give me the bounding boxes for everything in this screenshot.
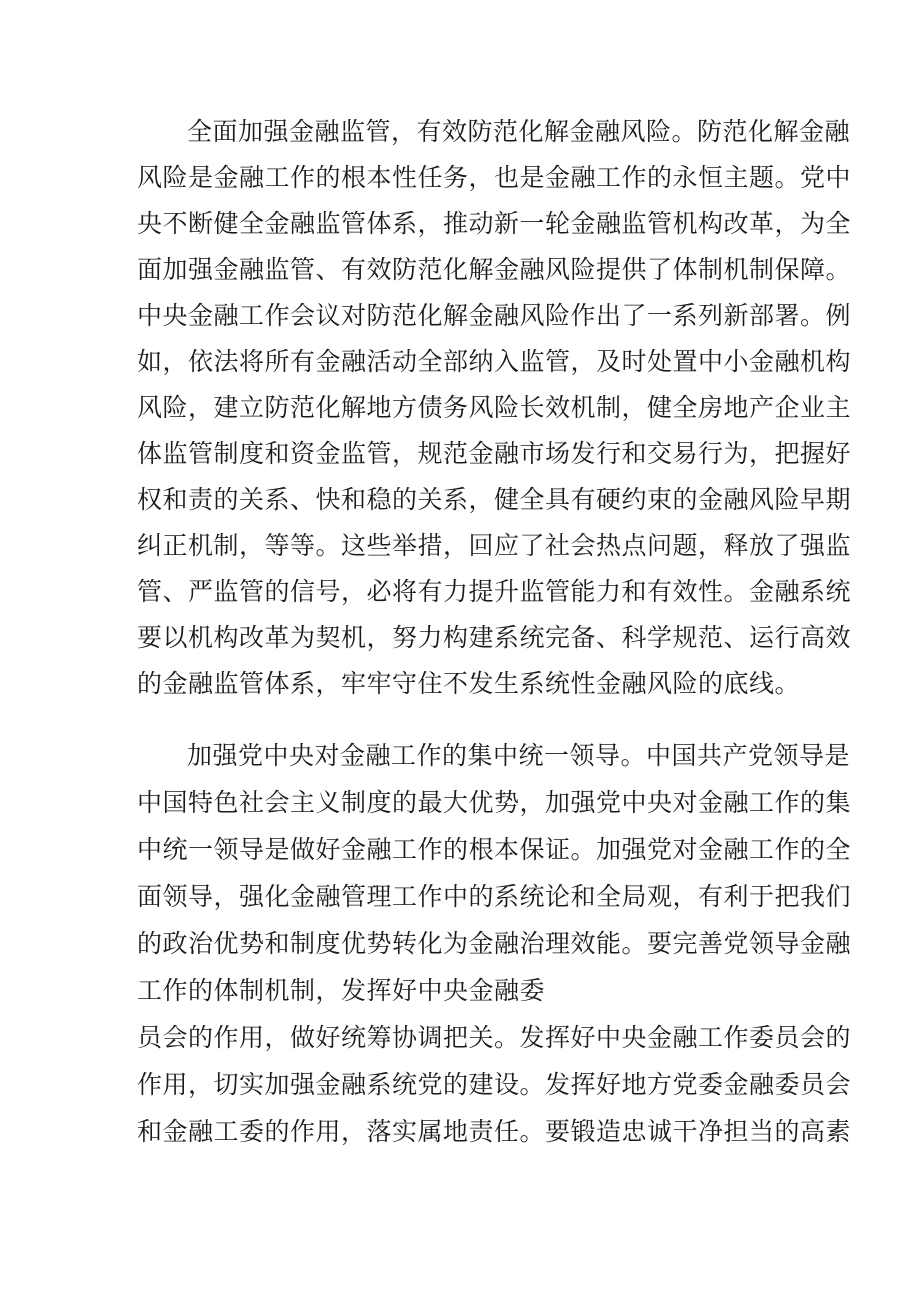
paragraph-2-line-2: 中国特色社会主义制度的最大优势，加强党中央对金融工作的集 (137, 788, 852, 817)
paragraph-2-line-3: 中统一领导是做好金融工作的根本保证。加强党对金融工作的全 (137, 835, 852, 864)
paragraph-1-line-5: 中央金融工作会议对防范化解金融风险作出了一系列新部署。例 (137, 301, 852, 330)
paragraph-1-line-2: 风险是金融工作的根本性任务，也是金融工作的永恒主题。党中 (137, 163, 852, 192)
paragraph-1-line-4: 面加强金融监管、有效防范化解金融风险提供了体制机制保障。 (137, 255, 852, 284)
paragraph-1-line-3: 央不断健全金融监管体系，推动新一轮金融监管机构改革，为全 (137, 209, 852, 238)
paragraph-1-line-8: 体监管制度和资金监管，规范金融市场发行和交易行为，把握好 (137, 439, 852, 468)
paragraph-3-line-1: 员会的作用，做好统筹协调把关。发挥好中央金融工作委员会的 (137, 1023, 852, 1052)
paragraph-2-line-4: 面领导，强化金融管理工作中的系统论和全局观，有利于把我们 (137, 882, 852, 911)
paragraph-1-line-13: 的金融监管体系，牢牢守住不发生系统性金融风险的底线。 (137, 669, 801, 698)
paragraph-1-line-1: 全面加强金融监管，有效防范化解金融风险。防范化解金融 (187, 117, 851, 146)
paragraph-3-line-2: 作用，切实加强金融系统党的建设。发挥好地方党委金融委员会 (137, 1070, 852, 1099)
paragraph-3-line-3: 和金融工委的作用，落实属地责任。要锻造忠诚干净担当的高素 (137, 1117, 852, 1146)
paragraph-1-line-10: 纠正机制，等等。这些举措，回应了社会热点问题，释放了强监 (137, 531, 852, 560)
paragraph-2-line-6: 工作的体制机制，发挥好中央金融委 (137, 976, 546, 1005)
paragraph-1-line-12: 要以机构改革为契机，努力构建系统完备、科学规范、运行高效 (137, 623, 852, 652)
paragraph-1-line-9: 权和责的关系、快和稳的关系，健全具有硬约束的金融风险早期 (137, 485, 852, 514)
paragraph-2-line-5: 的政治优势和制度优势转化为金融治理效能。要完善党领导金融 (137, 929, 852, 958)
paragraph-2-line-1: 加强党中央对金融工作的集中统一领导。中国共产党领导是 (187, 741, 851, 770)
paragraph-1-line-6: 如，依法将所有金融活动全部纳入监管，及时处置中小金融机构 (137, 347, 852, 376)
paragraph-1-line-11: 管、严监管的信号，必将有力提升监管能力和有效性。金融系统 (137, 577, 852, 606)
paragraph-1-line-7: 风险，建立防范化解地方债务风险长效机制，健全房地产企业主 (137, 393, 852, 422)
